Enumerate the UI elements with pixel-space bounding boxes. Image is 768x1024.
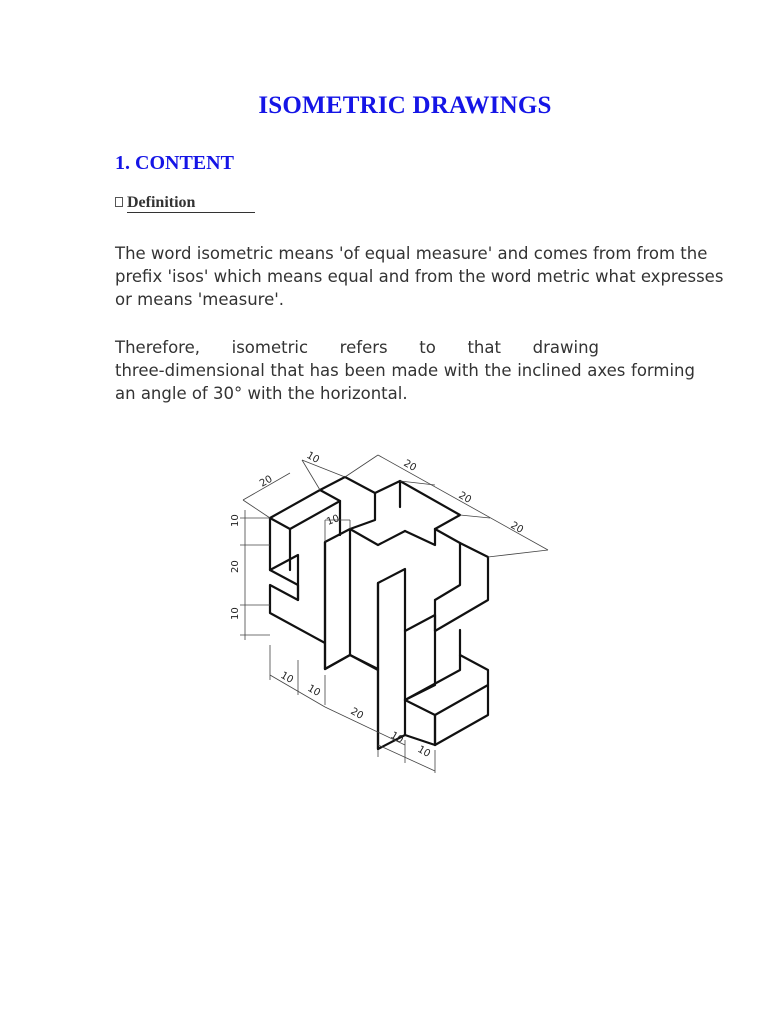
paragraph-therefore-line1: Therefore, isometric refers to that drawing xyxy=(115,338,599,357)
isometric-drawing-figure xyxy=(210,445,560,775)
dim-label-bottom-20: 20 xyxy=(348,706,366,722)
dim-label-top-right-20b: 20 xyxy=(456,490,474,506)
paragraph-therefore xyxy=(115,336,695,405)
paragraph-definition: The word isometric means 'of equal measure' and comes from from the prefix 'isos' which means equal and from the word metric what expresses or means 'measure'. xyxy=(115,244,724,309)
isometric-object xyxy=(270,477,488,749)
dim-label-bottom-10b: 10 xyxy=(305,683,323,699)
bullet-square-icon xyxy=(115,197,123,207)
dim-label-top-10: 10 xyxy=(304,450,322,466)
section-heading: 1. CONTENT xyxy=(115,152,234,174)
dim-label-left-20: 20 xyxy=(230,560,241,573)
dim-label-bottom-10c: 10 xyxy=(388,730,406,746)
dim-label-top-20: 20 xyxy=(258,473,275,490)
document-title: ISOMETRIC DRAWINGS xyxy=(258,92,552,119)
dim-label-left-10-top: 10 xyxy=(230,514,241,527)
dim-label-top-right-20c: 20 xyxy=(508,520,526,536)
definition-label: Definition xyxy=(127,194,255,213)
dim-label-inner-10: 10 xyxy=(325,513,341,528)
dim-label-left-10-bottom: 10 xyxy=(230,607,241,620)
isometric-drawing-svg xyxy=(210,445,560,775)
definition-subheading xyxy=(115,194,255,213)
dim-label-bottom-10d: 10 xyxy=(415,744,433,760)
paragraph-therefore-rest: three-dimensional that has been made with the inclined axes forming an angle of 30° with the horizontal. xyxy=(115,361,695,403)
dim-label-bottom-10a: 10 xyxy=(278,670,296,686)
dim-label-top-right-20a: 20 xyxy=(401,458,419,474)
